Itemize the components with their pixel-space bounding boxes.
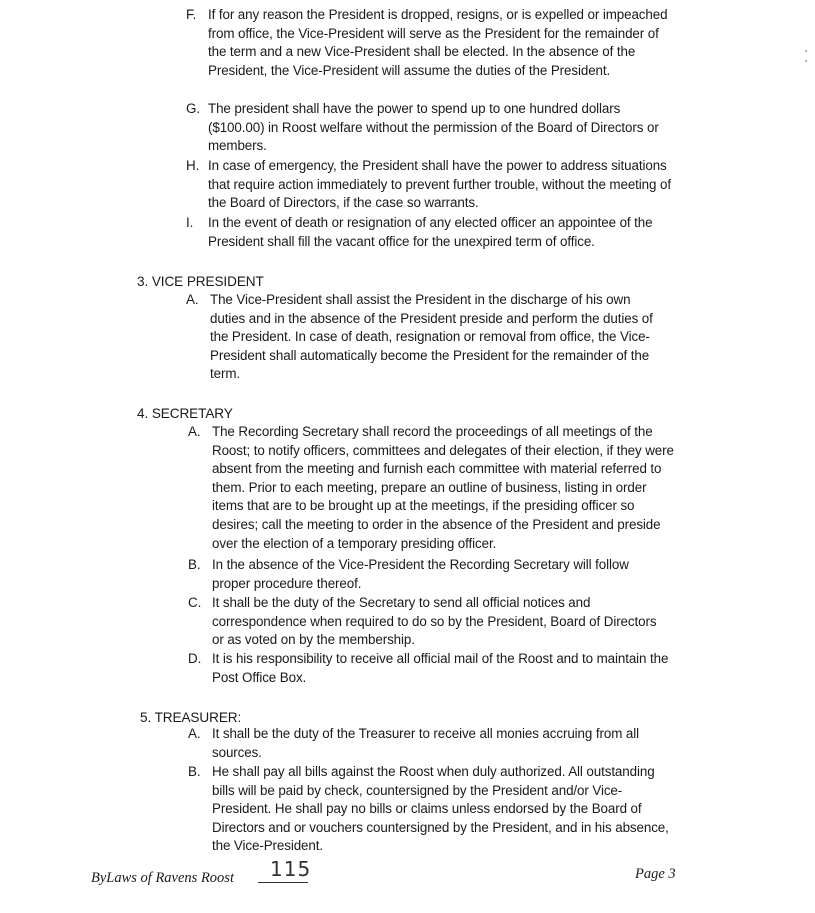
section-heading-treasurer: 5. TREASURER: bbox=[140, 710, 242, 725]
item-marker: H. bbox=[186, 158, 200, 173]
item-marker: C. bbox=[188, 595, 202, 610]
handwritten-page-number: 115 bbox=[270, 857, 312, 881]
item-marker: F. bbox=[186, 7, 197, 22]
footer-document-title: ByLaws of Ravens Roost bbox=[91, 870, 234, 886]
scan-speck bbox=[805, 50, 807, 52]
item-text: In case of emergency, the President shall have the power to address situations that require action immediately to prevent further trouble, without the meeting of the Board of Directors, if the case so warrants. bbox=[208, 158, 671, 211]
item-marker: A. bbox=[188, 424, 201, 439]
item-marker: B. bbox=[188, 764, 201, 779]
item-text: It shall be the duty of the Treasurer to receive all monies accruing from all sources. bbox=[212, 726, 639, 760]
handwriting-underline bbox=[258, 882, 308, 883]
item-text: The Vice-President shall assist the President in the discharge of his own duties and in the absence of the President preside and perform the duties of the President. In case of death, resignation or removal from office, the Vice-President shall automatically become the President for the remainder of the term. bbox=[210, 292, 653, 382]
item-text: He shall pay all bills against the Roost when duly authorized. All outstanding bills will be paid by check, countersigned by the President and/or Vice-President. He shall pay no bills or claims unless endorsed by the Board of Directors and or vouchers countersigned by the President, and in his absence, the Vice-President. bbox=[212, 764, 669, 854]
item-text: The Recording Secretary shall record the proceedings of all meetings of the Roost; to notify officers, committees and delegates of their election, if they were absent from the meeting and furnish each committee with material referred to them. Prior to each meeting, prepare an outline of business, listing in order items that are to be brought up at the meetings, if the presiding officer so desires; call the meeting to order in the absence of the President and preside over the election of a temporary presiding officer. bbox=[212, 424, 674, 551]
item-text: In the absence of the Vice-President the Recording Secretary will follow proper procedure thereof. bbox=[212, 557, 629, 591]
list-item-g bbox=[186, 100, 676, 156]
item-text: In the event of death or resignation of any elected officer an appointee of the President shall fill the vacant office for the unexpired term of office. bbox=[208, 215, 653, 249]
list-item-i bbox=[186, 214, 676, 254]
footer-page-number: Page 3 bbox=[635, 866, 676, 882]
list-item-tre-b bbox=[188, 763, 678, 857]
item-marker: G. bbox=[186, 101, 200, 116]
item-text: It is his responsibility to receive all official mail of the Roost and to maintain the Post Office Box. bbox=[212, 651, 669, 685]
list-item-h bbox=[186, 157, 676, 213]
item-text: The president shall have the power to spend up to one hundred dollars ($100.00) in Roost welfare without the permission of the Board of Directors or members. bbox=[208, 101, 659, 154]
item-marker: I. bbox=[186, 215, 194, 230]
item-marker: A. bbox=[186, 292, 199, 307]
list-item-sec-c bbox=[188, 594, 678, 650]
item-marker: B. bbox=[188, 557, 201, 572]
list-item-sec-a bbox=[188, 423, 678, 555]
item-marker: A. bbox=[188, 726, 201, 741]
item-text: If for any reason the President is dropped, resigns, or is expelled or impeached from office, the Vice-President will serve as the President for the remainder of the term and a new Vice-President shall be elected. In the absence of the President, the Vice-President will assume the duties of the President. bbox=[208, 7, 668, 78]
item-marker: D. bbox=[188, 651, 202, 666]
list-item-f bbox=[186, 6, 676, 98]
section-heading-secretary: 4. SECRETARY bbox=[137, 406, 233, 421]
section-heading-vice-president: 3. VICE PRESIDENT bbox=[137, 274, 264, 289]
list-item-sec-d bbox=[188, 650, 678, 690]
list-item-vp-a bbox=[186, 291, 676, 385]
item-text: It shall be the duty of the Secretary to send all official notices and correspondence when required to do so by the President, Board of Directors or as voted on by the membership. bbox=[212, 595, 657, 648]
scan-speck bbox=[805, 60, 807, 62]
list-item-tre-a bbox=[188, 725, 678, 763]
list-item-sec-b bbox=[188, 556, 678, 594]
